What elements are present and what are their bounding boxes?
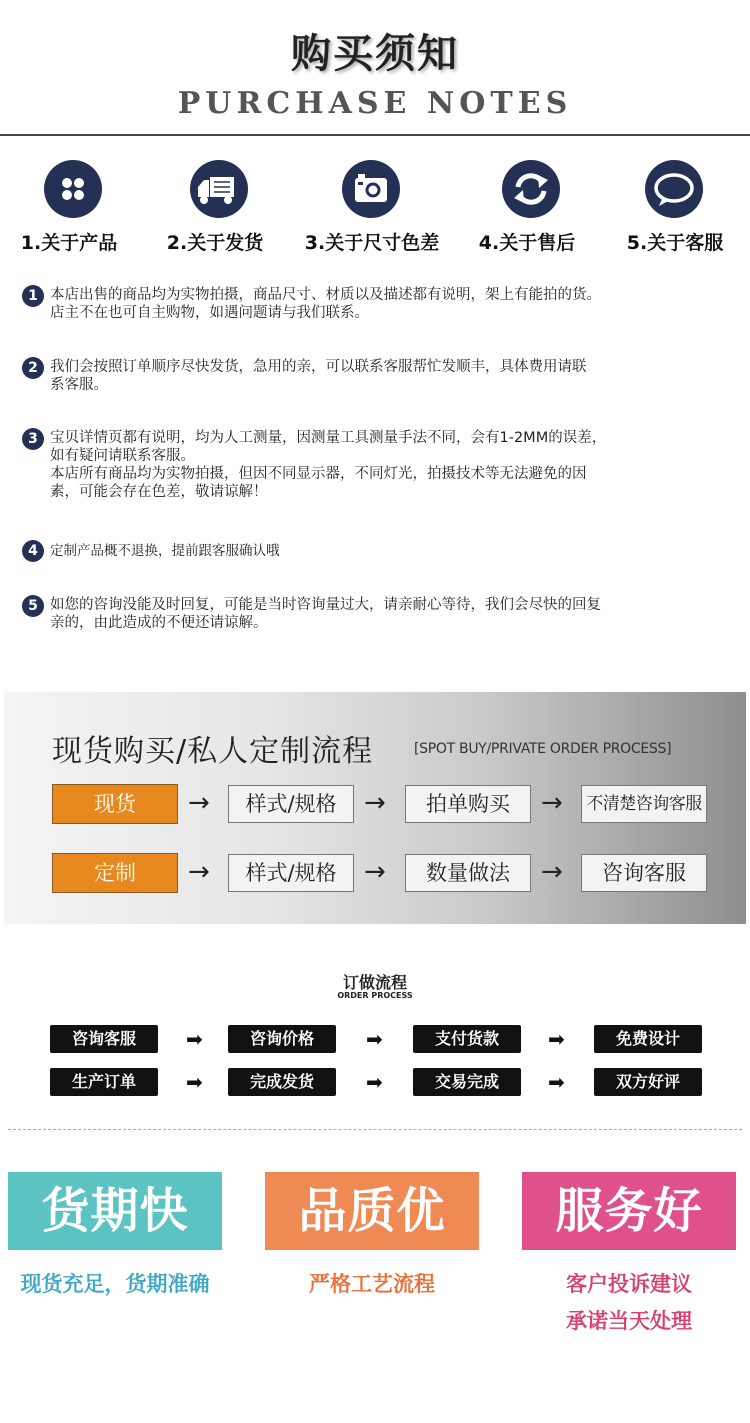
feature-fast-delivery-text: 现货充足，货期准确 — [20, 1272, 210, 1296]
arrow-right-icon: ➡ — [186, 1027, 203, 1051]
order-process-subtitle: ORDER PROCESS — [337, 991, 413, 1000]
note-line: 素，可能会存在色差，敬请谅解！ — [50, 484, 268, 500]
arrow-icon: → — [541, 857, 563, 887]
order-step-3: 支付货款 — [413, 1025, 521, 1053]
note-2 — [50, 358, 740, 394]
process-step-style: 样式/规格 — [228, 785, 354, 823]
arrow-right-icon: ➡ — [548, 1027, 565, 1051]
arrow-right-icon: ➡ — [186, 1070, 203, 1094]
feature-fast-delivery: 货期快 — [8, 1172, 222, 1250]
process-step-style-2: 样式/规格 — [228, 854, 354, 892]
arrow-icon: → — [188, 788, 210, 818]
order-step-7: 交易完成 — [413, 1068, 521, 1096]
arrow-icon: → — [188, 857, 210, 887]
arrow-right-icon: ➡ — [366, 1070, 383, 1094]
note-number-3: 3 — [22, 428, 44, 450]
label-about-shipping: 2.关于发货 — [166, 232, 264, 254]
process-step-consult-2: 咨询客服 — [581, 854, 707, 892]
process-step-consult: 不清楚咨询客服 — [581, 785, 707, 823]
note-5 — [50, 596, 740, 632]
feature-service-text-1: 客户投诉建议 — [566, 1272, 692, 1296]
label-about-size-color: 3.关于尺寸色差 — [304, 232, 440, 254]
label-about-product: 1.关于产品 — [20, 232, 118, 254]
note-number-1: 1 — [22, 285, 44, 307]
note-line: 如您的咨询没能及时回复，可能是当时咨询量过大，请亲耐心等待，我们会尽快的回复 — [50, 597, 601, 613]
grid-icon — [44, 160, 102, 218]
label-about-aftersale: 4.关于售后 — [478, 232, 576, 254]
note-line: 店主不在也可自主购物，如遇问题请与我们联系。 — [50, 305, 369, 321]
order-step-8: 双方好评 — [594, 1068, 702, 1096]
note-line: 亲的，由此造成的不便还请谅解。 — [50, 615, 268, 631]
note-line: 本店所有商品均为实物拍摄，但因不同显示器，不同灯光，拍摄技术等无法避免的因 — [50, 466, 587, 482]
order-step-4: 免费设计 — [594, 1025, 702, 1053]
order-process-title: 订做流程 — [342, 973, 407, 992]
order-step-5: 生产订单 — [50, 1068, 158, 1096]
process-subtitle: [SPOT BUY/PRIVATE ORDER PROCESS] — [414, 741, 672, 757]
header-divider — [0, 134, 750, 136]
page-title: 购买须知 — [291, 30, 459, 77]
note-line: 宝贝详情页都有说明，均为人工测量，因测量工具测量手法不同，会有1-2MM的误差， — [50, 430, 607, 446]
order-step-2: 咨询价格 — [228, 1025, 336, 1053]
chat-bubble-icon — [645, 160, 703, 218]
note-number-2: 2 — [22, 357, 44, 379]
label-about-service: 5.关于客服 — [626, 232, 724, 254]
note-line: 定制产品概不退换，提前跟客服确认哦 — [50, 543, 280, 559]
note-3 — [50, 429, 740, 501]
refresh-icon — [502, 160, 560, 218]
arrow-right-icon: ➡ — [366, 1027, 383, 1051]
arrow-icon: → — [541, 788, 563, 818]
note-number-4: 4 — [22, 540, 44, 562]
note-line: 我们会按照订单顺序尽快发货，急用的亲，可以联系客服帮忙发顺丰，具体费用请联 — [50, 359, 587, 375]
process-title: 现货购买/私人定制流程 — [52, 734, 374, 769]
truck-icon — [190, 160, 248, 218]
note-number-5: 5 — [22, 595, 44, 617]
note-line: 本店出售的商品均为实物拍摄，商品尺寸、材质以及描述都有说明，架上有能拍的货。 — [50, 287, 601, 303]
feature-quality: 品质优 — [265, 1172, 479, 1250]
process-step-spot: 现货 — [52, 784, 178, 824]
feature-quality-text: 严格工艺流程 — [309, 1272, 435, 1296]
note-1 — [50, 286, 740, 322]
arrow-icon: → — [364, 857, 386, 887]
camera-icon — [342, 160, 400, 218]
process-step-order: 拍单购买 — [405, 785, 531, 823]
note-line: 如有疑问请联系客服。 — [50, 448, 195, 464]
process-step-custom: 定制 — [52, 853, 178, 893]
arrow-icon: → — [364, 788, 386, 818]
feature-service-text-2: 承诺当天处理 — [566, 1309, 692, 1333]
order-step-1: 咨询客服 — [50, 1025, 158, 1053]
feature-service: 服务好 — [522, 1172, 736, 1250]
section-divider — [8, 1129, 742, 1130]
process-step-quantity: 数量做法 — [405, 854, 531, 892]
note-4 — [50, 542, 740, 560]
order-step-6: 完成发货 — [228, 1068, 336, 1096]
note-line: 系客服。 — [50, 377, 108, 393]
arrow-right-icon: ➡ — [548, 1070, 565, 1094]
page-subtitle: PURCHASE NOTES — [177, 86, 573, 121]
